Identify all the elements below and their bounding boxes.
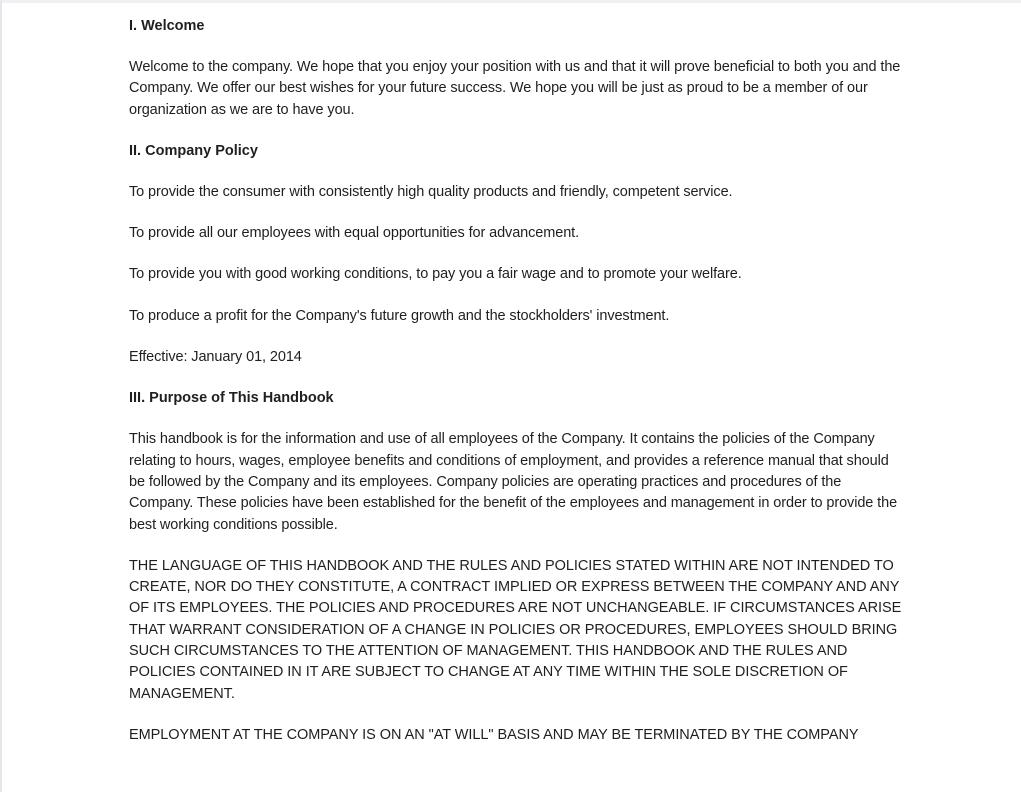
company-policy-heading: II. Company Policy: [129, 142, 258, 159]
policy-item: To provide the consumer with consistently high quality products and friendly, competent service.: [129, 183, 733, 200]
policy-item: To provide you with good working conditions, to pay you a fair wage and to promote your welfare.: [129, 266, 742, 283]
purpose-paragraph: This handbook is for the information and use of all employees of the Company. It contains the policies of the Company relating to hours, wages, employee benefits and conditions of employment, and provides a reference manual that should be followed by the Company and its employees. Company policies are operating practices and procedures of the Company. These policies have been established for the benefit of the employees and management in order to provide the best working conditions possible.: [129, 431, 898, 533]
at-will-paragraph: EMPLOYMENT AT THE COMPANY IS ON AN "AT WILL" BASIS AND MAY BE TERMINATED BY THE COMPANY: [129, 726, 859, 743]
policy-item: To produce a profit for the Company's future growth and the stockholders' investment.: [129, 307, 670, 324]
top-border: [0, 0, 1021, 3]
policy-item: To provide all our employees with equal opportunities for advancement.: [129, 225, 580, 242]
purpose-heading: III. Purpose of This Handbook: [129, 390, 334, 407]
welcome-paragraph: Welcome to the company. We hope that you enjoy your position with us and that it will prove beneficial to both you and the Company. We offer our best wishes for your future success. We hope you will be just as proud to be a member of our organization as we are to have you.: [129, 59, 901, 118]
welcome-heading: I. Welcome: [129, 18, 205, 34]
effective-date: Effective: January 01, 2014: [129, 349, 302, 366]
document-page: [129, 16, 904, 766]
disclaimer-paragraph: THE LANGUAGE OF THIS HANDBOOK AND THE RULES AND POLICIES STATED WITHIN ARE NOT INTENDED TO CREATE, NOR DO THEY CONSTITUTE, A CONTRACT IMPLIED OR EXPRESS BETWEEN THE COMPANY AND ANY OF ITS EMPLOYEES. THE POLICIES AND PROCEDURES ARE NOT UNCHANGEABLE. IF CIRCUMSTANCES ARISE THAT WARRANT CONSIDERATION OF A CHANGE IN POLICIES OR PROCEDURES, EMPLOYEES SHOULD BRING SUCH CIRCUMSTANCES TO THE ATTENTION OF MANAGEMENT. THIS HANDBOOK AND THE RULES AND POLICIES CONTAINED IN IT ARE SUBJECT TO CHANGE AT ANY TIME WITHIN THE SOLE DISCRETION OF MANAGEMENT.: [129, 557, 902, 702]
left-border: [0, 0, 2, 792]
